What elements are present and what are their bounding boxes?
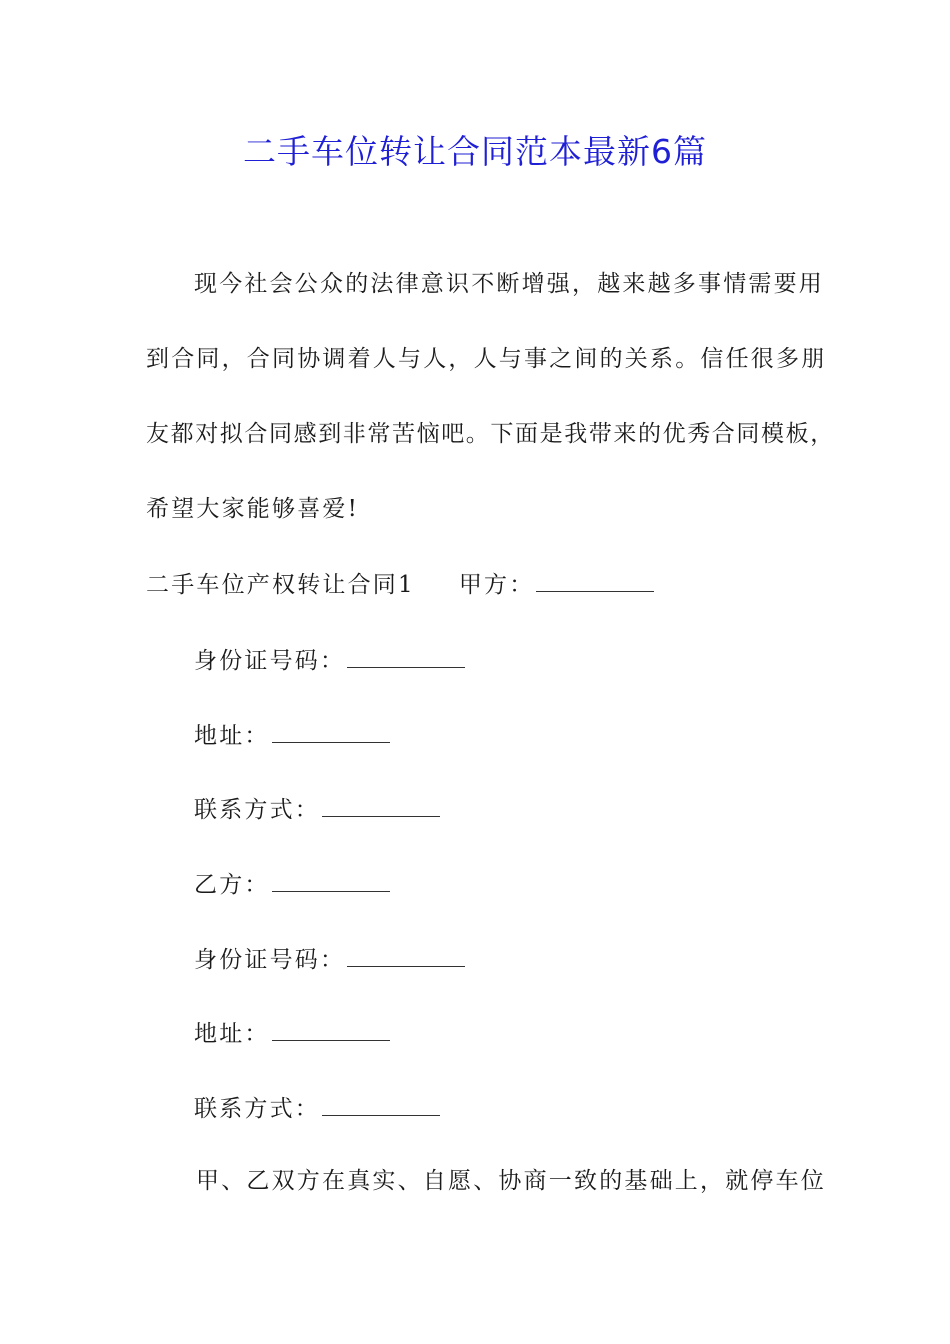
party-b-id-row xyxy=(194,942,465,976)
party-b-id-blank xyxy=(347,942,465,967)
intro-line-3: 友都对拟合同感到非常苦恼吧。下面是我带来的优秀合同模板， xyxy=(146,421,835,447)
contract-heading-row xyxy=(146,567,654,601)
party-a-blank xyxy=(536,567,654,592)
document-title: 二手车位转让合同范本最新6篇 xyxy=(243,132,707,171)
intro-line-2: 到合同，合同协调着人与人，人与事之间的关系。信任很多朋 xyxy=(146,346,827,372)
party-a-contact-blank xyxy=(322,792,440,817)
intro-line-4: 希望大家能够喜爱! xyxy=(146,496,360,522)
party-b-address-row xyxy=(194,1016,390,1050)
body-line-1: 甲、乙双方在真实、自愿、协商一致的基础上，就停车位 xyxy=(196,1168,826,1194)
party-b-address-blank xyxy=(272,1016,390,1041)
party-a-id-label: 身份证号码： xyxy=(194,648,346,674)
contract-heading: 二手车位产权转让合同1 xyxy=(146,572,415,598)
party-a-contact-label: 联系方式： xyxy=(194,797,320,823)
party-a-address-row xyxy=(194,718,390,752)
party-b-id-label: 身份证号码： xyxy=(194,947,346,973)
intro-line-1: 现今社会公众的法律意识不断增强，越来越多事情需要用 xyxy=(194,271,824,297)
party-a-id-blank xyxy=(347,643,465,668)
party-a-address-blank xyxy=(272,718,390,743)
party-b-contact-row xyxy=(194,1091,440,1125)
party-b-label: 乙方： xyxy=(194,872,270,898)
party-b-contact-label: 联系方式： xyxy=(194,1096,320,1122)
party-b-address-label: 地址： xyxy=(194,1021,270,1047)
party-b-row xyxy=(194,867,390,901)
party-a-address-label: 地址： xyxy=(194,723,270,749)
party-b-blank xyxy=(272,867,390,892)
party-a-contact-row xyxy=(194,792,440,826)
party-b-contact-blank xyxy=(322,1091,440,1116)
party-a-id-row xyxy=(194,643,465,677)
party-a-label: 甲方： xyxy=(458,572,535,598)
